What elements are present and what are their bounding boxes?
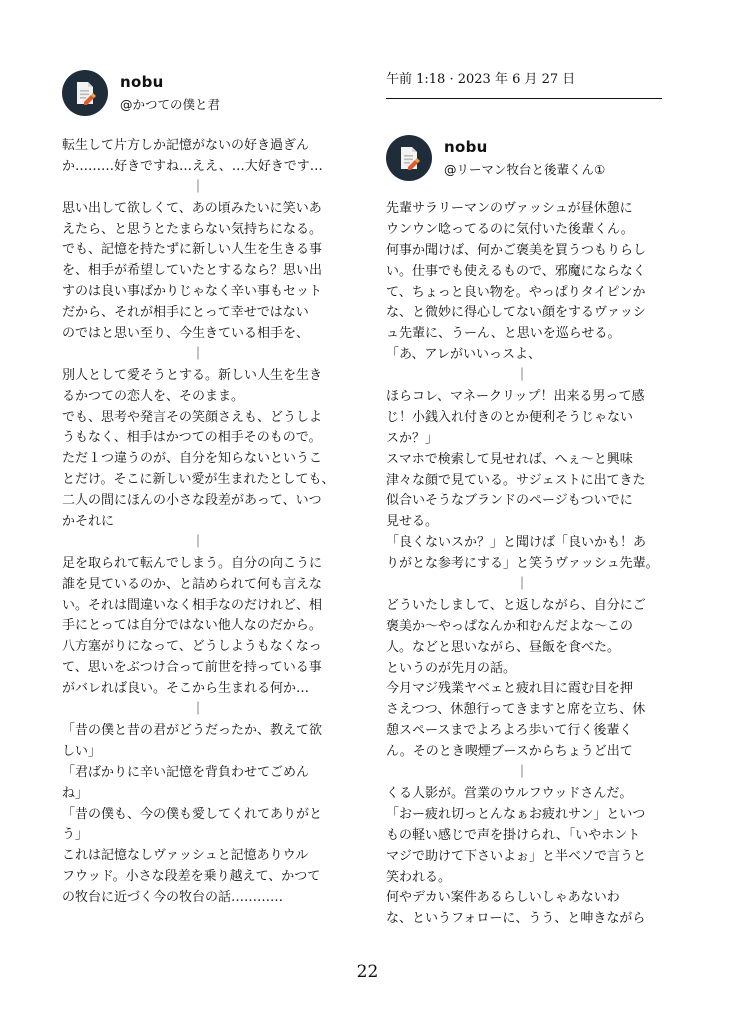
post-header [386,131,686,185]
text-line: マジで助けて下さいよぉ」と半ベソで言うと [386,848,647,864]
text-line: でも、記憶を持たずに新しい人生を生きる事 [62,242,323,258]
text-line: 誰を見ているのか、と詰められて何も言えな [62,576,323,592]
text-line: 「あ、アレがいいっスよ、 [386,347,541,363]
page-number: 22 [356,962,379,982]
text-line: とだけ。そこに新しい愛が生まれたとしても、 [62,472,335,488]
text-line: どういたしまして、と返しながら、自分にご [386,597,646,613]
text-line: て、ちょっと良い物を。やっぱりタイピンか [386,284,646,300]
separator-bar: ｜ [515,577,529,593]
text-line: 見せる。 [386,514,439,530]
text-line: 手にとっては自分ではない他人なのだから。 [62,618,322,634]
text-line: 憩スペースまでよろよろ歩いて行く後輩く [386,723,633,739]
text-line: でも、思考や発言その笑顔さえも、どうしよ [62,409,323,425]
text-line: 足を取られて転んでしまう。自分の向こうに [62,555,323,571]
text-line: しい」 [62,743,102,759]
text-line: るかつての恋人を、そのまま。 [62,388,245,404]
left-post [62,66,362,909]
text-line: のではと思い至り、今生きている相手を、 [62,326,310,342]
text-line: スマホで検索して見せれば、へぇ〜と興味 [386,451,633,467]
text-line: 褒美か〜やっぱなんか和むんだよな〜この [386,618,634,634]
text-line: 「良くないスか？」と聞けば「良いかも！あ [386,535,647,551]
text-line: 人。などと思いながら、昼飯を食べた。 [386,639,621,655]
text-line: 今月マジ残業ヤベェと疲れ目に霞む目を押 [386,681,634,697]
text-line: の牧台に近づく今の牧台の話………… [62,890,284,906]
text-line: これは記憶なしヴァッシュと記憶ありウル [62,848,309,864]
text-line: だから、それが相手にとって幸せではない [62,305,309,321]
text-line: 思い出して欲しくて、あの頃みたいに笑いあ [62,200,322,216]
text-line: い。仕事でも使えるもので、邪魔にならなく [386,263,646,279]
text-line: ただ１つ違うのが、自分を知らないというこ [62,451,323,467]
text-line: て、思いをぶつけ合って前世を持っている事 [62,660,322,676]
text-line: 先輩サラリーマンのヴァッシュが昼休憩に [386,201,633,216]
text-line: じ！小銭入れ付きのとか便利そうじゃない [386,409,634,425]
text-line: 「おー疲れ切っとんなぁお疲れサン」といつ [386,806,646,822]
divider [386,98,662,99]
text-line: 転生して片方しか記憶がないの好き過ぎん [62,138,310,153]
text-line: 何やデカい案件あるらしいしゃあないわ [386,890,620,906]
text-line: フウッド。小さな段差を乗り越えて、かつて [62,869,321,885]
text-line: な、というフォローに、うう、と呻きながら [386,911,646,927]
text-line: う」 [62,827,89,843]
avatar[interactable] [386,135,432,181]
username[interactable]: nobu [444,138,488,156]
text-line: い。それは間違いなく相手なのだけれど、相 [62,597,323,613]
right-column [386,66,686,930]
text-line: うもなく、相手はかつての相手そのもので。 [62,430,322,446]
handle[interactable]: @かつての僕と君 [120,97,221,112]
separator-bar: ｜ [191,702,205,718]
separator-bar: ｜ [515,765,529,781]
text-line: ウンウン唸ってるのに気付いた後輩くん。 [386,221,634,237]
text-line: を、相手が希望していたとするなら？思い出 [62,263,323,279]
username[interactable]: nobu [120,73,164,91]
text-line: もの軽い感じで声を掛けられ、「いやホント [386,827,641,843]
text-line: ね」 [62,785,89,801]
text-line: ん。そのとき喫煙ブースからちょうど出て [386,744,633,760]
text-line: がバレれば良い。そこから生まれる何か… [62,681,310,697]
separator-bar: ｜ [191,346,205,362]
text-line: かそれに [62,514,115,530]
text-line: 八方塞がりになって、どうしようもなくなっ [62,639,322,655]
text-line: 津々な顔で見ている。サジェストに出てきた [386,472,646,488]
text-line: 何事か聞けば、何かご褒美を買うつもりらし [386,242,647,258]
text-line: 似合いそうなブランドのページもついでに [386,493,633,509]
separator-bar: ｜ [191,534,205,550]
text-line: ほらコレ、マネークリップ！出来る男って感 [386,389,645,405]
text-line: 笑われる。 [386,869,452,885]
text-line: 別人として愛そうとする。新しい人生を生き [62,367,323,383]
text-line: というのが先月の話。 [386,660,517,676]
text-line: 「昔の僕も、今の僕も愛してくれてありがと [62,806,323,822]
document-pencil-icon [74,81,96,105]
text-line: 「昔の僕と昔の君がどうだったか、教えて欲 [62,722,323,738]
text-line: か………好きですね…ええ、…大好きです… [62,158,323,174]
text-line: な、と微妙に得心してない顔をするヴァッシ [386,305,646,321]
separator-bar: ｜ [515,368,529,384]
text-line: ュ先輩に、うーん、と思いを巡らせる。 [386,326,621,342]
text-line: くる人影が。営業のウルフウッドさんだ。 [386,785,633,801]
separator-bar: ｜ [191,179,205,195]
text-line: 二人の間にほんの小さな段差があって、いつ [62,493,322,509]
post-body [62,136,362,909]
avatar[interactable] [62,70,108,116]
post-header [62,66,362,120]
text-line: えたら、と思うとたまらない気持ちになる。 [62,221,323,237]
text-line: さえつつ、休憩行ってきますと席を立ち、休 [386,702,646,718]
text-line: すのは良い事ばかりじゃなく辛い事もセット [62,284,323,300]
post-body [386,199,686,930]
text-line: スか？」 [386,430,439,446]
text-line: りがとな参考にする」と笑うヴァッシュ先輩。 [386,556,659,572]
timestamp: 午前 1:18 · 2023 年 6 月 27 日 [386,72,576,87]
text-line: 「君ばかりに辛い記憶を背負わせてごめん [62,764,310,780]
document-pencil-icon [398,146,420,170]
handle[interactable]: @リーマン牧台と後輩くん① [444,162,606,177]
